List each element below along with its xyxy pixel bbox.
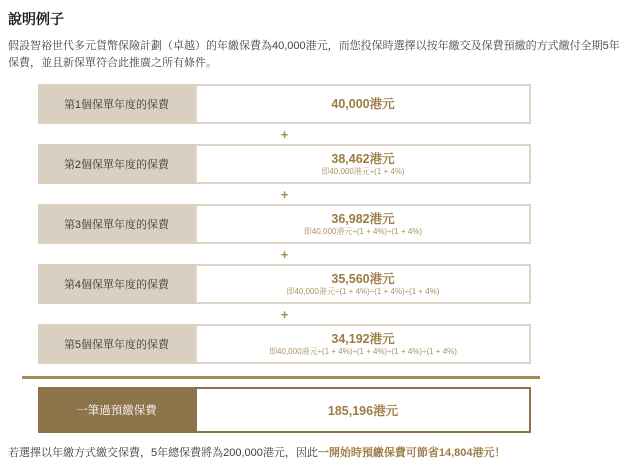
plus-icon: +	[280, 186, 289, 202]
year2-formula: 即40,000港元÷(1 + 4%)	[321, 166, 405, 176]
year5-formula: 即40,000港元÷(1 + 4%)÷(1 + 4%)÷(1 + 4%)÷(1 + 4%)	[269, 346, 457, 356]
premium-row-year1	[38, 84, 531, 124]
total-prepaid-value-box	[195, 387, 531, 433]
year4-label: 第4個保單年度的保費	[38, 264, 195, 304]
premium-table	[38, 84, 531, 433]
year3-formula: 即40,000港元÷(1 + 4%)÷(1 + 4%)	[303, 226, 423, 236]
premium-row-year4	[38, 264, 531, 304]
gold-divider	[22, 376, 540, 379]
footer-note-text: 若選擇以年繳方式繳交保費，5年總保費將為200,000港元，因此	[8, 447, 318, 459]
total-prepaid-amount: 185,196港元	[327, 404, 399, 418]
plus-icon: +	[280, 246, 289, 262]
premium-row-year2	[38, 144, 531, 184]
plus-icon: +	[280, 126, 289, 142]
year4-formula: 即40,000港元÷(1 + 4%)÷(1 + 4%)÷(1 + 4%)	[286, 286, 440, 296]
year4-amount: 35,560港元	[331, 271, 395, 286]
footer-savings-highlight: 一開始時預繳保費可節省14,804港元！	[317, 447, 506, 459]
year3-label: 第3個保單年度的保費	[38, 204, 195, 244]
year2-value-box	[195, 144, 531, 184]
total-prepaid-row	[38, 387, 531, 433]
year5-value-box	[195, 324, 531, 364]
year5-label: 第5個保單年度的保費	[38, 324, 195, 364]
year5-amount: 34,192港元	[331, 331, 395, 346]
year1-amount: 40,000港元	[331, 97, 395, 111]
premium-row-year3	[38, 204, 531, 244]
footer-note	[8, 446, 620, 461]
year3-value-box	[195, 204, 531, 244]
premium-row-year5	[38, 324, 531, 364]
year1-value-box	[195, 84, 531, 124]
year4-value-box	[195, 264, 531, 304]
year3-amount: 36,982港元	[331, 211, 395, 226]
year2-label: 第2個保單年度的保費	[38, 144, 195, 184]
intro-paragraph: 假設智裕世代多元貨幣保險計劃（卓越）的年繳保費為40,000港元，而您投保時選擇以按年繳交及保費預繳的方式繳付全期5年保費，並且新保單符合此推廣之所有條件。	[8, 40, 620, 69]
total-prepaid-label: 一筆過預繳保費	[38, 387, 195, 433]
plus-icon: +	[280, 306, 289, 322]
year1-label: 第1個保單年度的保費	[38, 84, 195, 124]
page-title: 說明例子	[8, 11, 64, 27]
year2-amount: 38,462港元	[331, 151, 395, 166]
